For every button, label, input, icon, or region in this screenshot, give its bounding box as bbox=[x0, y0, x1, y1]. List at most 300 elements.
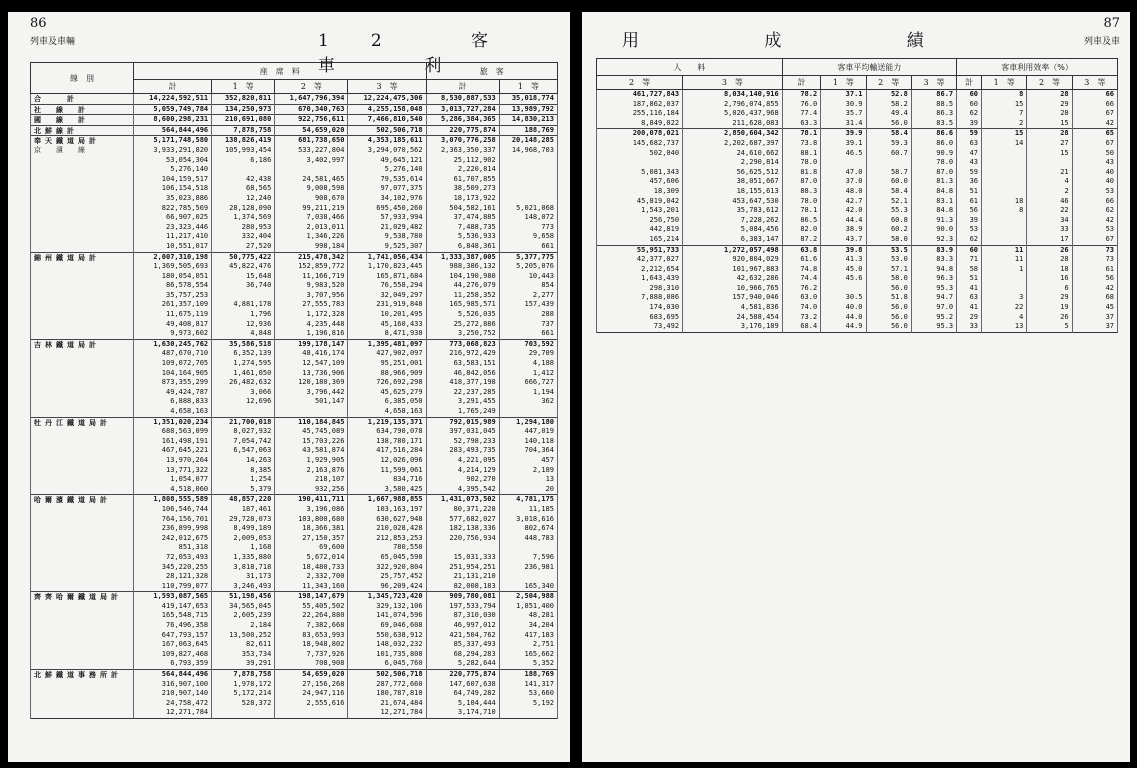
table-cell: 71 bbox=[957, 255, 982, 265]
table-cell: 1,335,880 bbox=[212, 553, 275, 563]
table-cell: 138,780,171 bbox=[348, 437, 426, 447]
table-cell bbox=[982, 225, 1027, 235]
table-cell: 332,404 bbox=[212, 232, 275, 242]
table-row bbox=[31, 611, 558, 621]
table-cell: 66 bbox=[1072, 197, 1117, 207]
table-cell: 1,346,226 bbox=[275, 232, 348, 242]
table-cell: 8,849,022 bbox=[597, 119, 683, 129]
row-label: 齊齊哈爾鐵道局計 bbox=[31, 592, 134, 602]
table-cell: 31,173 bbox=[212, 572, 275, 582]
table-cell: 50,775,422 bbox=[212, 252, 275, 262]
table-cell: 5,205,076 bbox=[499, 262, 557, 272]
table-cell: 41 bbox=[957, 303, 982, 313]
table-cell: 27 bbox=[1027, 139, 1072, 149]
table-cell: 11,258,352 bbox=[426, 291, 499, 301]
table-cell: 24,581,465 bbox=[275, 175, 348, 185]
table-cell: 86,578,554 bbox=[134, 281, 212, 291]
table-cell: 7,737,926 bbox=[275, 650, 348, 660]
table-cell: 29 bbox=[1027, 100, 1072, 110]
table-cell: 8,385 bbox=[212, 466, 275, 476]
row-label bbox=[31, 582, 134, 592]
table-cell: 56 bbox=[957, 206, 982, 216]
table-cell: 29 bbox=[957, 313, 982, 323]
table-row bbox=[31, 252, 558, 262]
col-line: 線 別 bbox=[31, 63, 134, 94]
table-cell: 54,659,020 bbox=[275, 670, 348, 680]
table-cell: 922,756,611 bbox=[275, 115, 348, 126]
table-row bbox=[31, 320, 558, 330]
table-cell: 11,166,719 bbox=[275, 272, 348, 282]
table-cell: 157,439 bbox=[499, 300, 557, 310]
row-label bbox=[31, 427, 134, 437]
table-cell: 68.4 bbox=[782, 322, 820, 332]
col-class3: 3 等 bbox=[348, 80, 426, 94]
table-cell: 42,377,027 bbox=[597, 255, 683, 265]
table-cell: 3,070,776,258 bbox=[426, 136, 499, 146]
table-cell: 188,769 bbox=[499, 670, 557, 680]
table-row bbox=[597, 187, 1118, 197]
table-cell: 43,581,874 bbox=[275, 446, 348, 456]
table-cell: 3,250,752 bbox=[426, 329, 499, 339]
row-label bbox=[31, 204, 134, 214]
table-cell: 200,078,021 bbox=[597, 129, 683, 139]
table-cell: 13,736,906 bbox=[275, 369, 348, 379]
table-cell: 5,192 bbox=[499, 699, 557, 709]
table-cell: 51 bbox=[957, 187, 982, 197]
page-number-right: 87 bbox=[1103, 16, 1120, 31]
table-cell: 88,966,909 bbox=[348, 369, 426, 379]
table-cell: 12,224,475,306 bbox=[348, 94, 426, 105]
table-cell: 44.0 bbox=[821, 313, 866, 323]
table-cell: 101,735,808 bbox=[348, 650, 426, 660]
table-cell: 165,548,715 bbox=[134, 611, 212, 621]
table-cell: 352,820,811 bbox=[212, 94, 275, 105]
table-cell: 1,630,245,762 bbox=[134, 339, 212, 349]
table-cell: 90.0 bbox=[911, 225, 956, 235]
table-row bbox=[31, 213, 558, 223]
table-cell: 11,185 bbox=[499, 505, 557, 515]
table-cell: 79,535,614 bbox=[348, 175, 426, 185]
table-cell: 764,156,701 bbox=[134, 515, 212, 525]
table-cell: 256,750 bbox=[597, 216, 683, 226]
table-row bbox=[31, 515, 558, 525]
table-cell: 63.3 bbox=[782, 119, 820, 129]
table-cell: 80,371,228 bbox=[426, 505, 499, 515]
row-label bbox=[31, 611, 134, 621]
table-cell: 8,499,189 bbox=[212, 524, 275, 534]
table-row bbox=[31, 115, 558, 126]
table-cell: 2,007,310,198 bbox=[134, 252, 212, 262]
table-cell: 25,757,452 bbox=[348, 572, 426, 582]
table-cell: 873,355,299 bbox=[134, 378, 212, 388]
col-r-class3: 3 等 bbox=[683, 76, 783, 90]
table-cell: 1,172,328 bbox=[275, 310, 348, 320]
row-label bbox=[31, 213, 134, 223]
table-cell: 666,727 bbox=[499, 378, 557, 388]
table-cell: 1,667,988,855 bbox=[348, 495, 426, 505]
table-cell: 110,799,077 bbox=[134, 582, 212, 592]
table-row bbox=[31, 407, 558, 417]
table-cell: 6,045,760 bbox=[348, 659, 426, 669]
table-cell: 1,345,723,420 bbox=[348, 592, 426, 602]
table-cell: 57,933,994 bbox=[348, 213, 426, 223]
table-cell: 73 bbox=[1072, 245, 1117, 255]
table-cell: 72,053,493 bbox=[134, 553, 212, 563]
table-cell: 40 bbox=[1072, 177, 1117, 187]
table-cell: 501,147 bbox=[275, 397, 348, 407]
table-cell: 1,647,796,394 bbox=[275, 94, 348, 105]
col-u-total: 計 bbox=[957, 76, 982, 90]
table-cell: 12,026,096 bbox=[348, 456, 426, 466]
table-cell: 64,749,282 bbox=[426, 689, 499, 699]
table-row bbox=[31, 329, 558, 339]
table-cell: 8 bbox=[982, 90, 1027, 100]
table-cell: 467,645,221 bbox=[134, 446, 212, 456]
table-cell: 53 bbox=[1072, 187, 1117, 197]
table-cell: 44.4 bbox=[821, 216, 866, 226]
table-cell: 53,054,304 bbox=[134, 156, 212, 166]
table-row bbox=[31, 495, 558, 505]
table-cell: 773 bbox=[499, 223, 557, 233]
table-cell: 40.0 bbox=[821, 303, 866, 313]
table-cell: 147,607,638 bbox=[426, 680, 499, 690]
table-cell: 298,310 bbox=[597, 284, 683, 294]
table-cell: 53.0 bbox=[866, 255, 911, 265]
table-cell: 82.0 bbox=[782, 225, 820, 235]
col-seat-km: 座 席 料 bbox=[134, 63, 427, 80]
table-cell: 24,758,472 bbox=[134, 699, 212, 709]
table-cell: 73.2 bbox=[782, 313, 820, 323]
table-cell: 56.0 bbox=[866, 322, 911, 332]
table-cell: 39,291 bbox=[212, 659, 275, 669]
table-row bbox=[31, 659, 558, 669]
table-cell: 56.0 bbox=[866, 284, 911, 294]
left-page bbox=[8, 12, 570, 762]
table-cell: 68,294,283 bbox=[426, 650, 499, 660]
table-cell: 2,751 bbox=[499, 640, 557, 650]
table-cell: 212,853,253 bbox=[348, 534, 426, 544]
table-cell: 34,204 bbox=[499, 621, 557, 631]
table-cell: 4,235,448 bbox=[275, 320, 348, 330]
row-label bbox=[31, 708, 134, 718]
table-cell: 1,274,595 bbox=[212, 359, 275, 369]
table-cell: 22 bbox=[982, 303, 1027, 313]
table-cell: 427,902,097 bbox=[348, 349, 426, 359]
table-cell: 2,555,616 bbox=[275, 699, 348, 709]
table-cell: 33 bbox=[1027, 225, 1072, 235]
row-label bbox=[31, 300, 134, 310]
table-cell: 457 bbox=[499, 456, 557, 466]
table-cell: 502,506,718 bbox=[348, 670, 426, 680]
table-cell: 211,628,083 bbox=[683, 119, 783, 129]
table-cell: 670,340,763 bbox=[275, 104, 348, 115]
table-cell: 3,291,455 bbox=[426, 397, 499, 407]
table-cell: 418,377,198 bbox=[426, 378, 499, 388]
table-cell: 27,520 bbox=[212, 242, 275, 252]
table-cell: 8,027,932 bbox=[212, 427, 275, 437]
col-u-class3: 3 等 bbox=[1072, 76, 1117, 90]
table-cell: 48,281 bbox=[499, 611, 557, 621]
table-cell: 1,929,905 bbox=[275, 456, 348, 466]
table-cell: 86.5 bbox=[782, 216, 820, 226]
table-cell: 26 bbox=[1027, 313, 1072, 323]
table-row bbox=[31, 369, 558, 379]
table-cell: 37.1 bbox=[821, 90, 866, 100]
table-cell: 148,072 bbox=[499, 213, 557, 223]
table-cell: 461,727,843 bbox=[597, 90, 683, 100]
table-cell: 39.9 bbox=[821, 129, 866, 139]
table-cell: 55,951,733 bbox=[597, 245, 683, 255]
table-row bbox=[597, 274, 1118, 284]
table-cell: 681,738,650 bbox=[275, 136, 348, 146]
table-cell: 215,478,342 bbox=[275, 252, 348, 262]
table-cell: 109,827,468 bbox=[134, 650, 212, 660]
table-cell: 58 bbox=[957, 265, 982, 275]
table-row bbox=[31, 524, 558, 534]
table-cell: 97.0 bbox=[911, 303, 956, 313]
row-label: 北鮮線計 bbox=[31, 125, 134, 136]
table-cell: 2,332,700 bbox=[275, 572, 348, 582]
table-cell: 4,395,542 bbox=[426, 485, 499, 495]
table-row bbox=[31, 397, 558, 407]
row-label bbox=[31, 650, 134, 660]
table-cell: 988,386,132 bbox=[426, 262, 499, 272]
row-label bbox=[31, 631, 134, 641]
table-cell: 8,530,887,533 bbox=[426, 94, 499, 105]
table-cell: 3,013,727,284 bbox=[426, 104, 499, 115]
col-u-class1: 1 等 bbox=[982, 76, 1027, 90]
table-cell: 12,696 bbox=[212, 397, 275, 407]
table-row bbox=[31, 640, 558, 650]
table-cell: 198,147,679 bbox=[275, 592, 348, 602]
table-cell: 38.9 bbox=[821, 225, 866, 235]
table-cell: 104,159,517 bbox=[134, 175, 212, 185]
table-cell: 39.8 bbox=[821, 245, 866, 255]
table-cell bbox=[499, 184, 557, 194]
table-cell bbox=[212, 165, 275, 175]
table-cell: 22,264,880 bbox=[275, 611, 348, 621]
table-cell: 1,796 bbox=[212, 310, 275, 320]
table-cell: 87.0 bbox=[782, 177, 820, 187]
table-cell: 55.3 bbox=[866, 206, 911, 216]
table-cell: 95,251,001 bbox=[348, 359, 426, 369]
table-cell: 13,970,264 bbox=[134, 456, 212, 466]
row-label: 哈爾濱鐵道局計 bbox=[31, 495, 134, 505]
table-cell: 4,581,836 bbox=[683, 303, 783, 313]
table-cell: 220,775,874 bbox=[426, 125, 499, 136]
table-cell: 60.0 bbox=[866, 177, 911, 187]
table-cell bbox=[821, 158, 866, 168]
table-cell: 56,625,512 bbox=[683, 168, 783, 178]
table-cell: 199,178,147 bbox=[275, 339, 348, 349]
table-cell: 74.8 bbox=[782, 265, 820, 275]
table-cell: 417,516,284 bbox=[348, 446, 426, 456]
table-cell bbox=[982, 216, 1027, 226]
table-cell: 54,659,020 bbox=[275, 125, 348, 136]
table-cell: 14,830,213 bbox=[499, 115, 557, 126]
table-row bbox=[597, 303, 1118, 313]
table-cell: 1,170,823,445 bbox=[348, 262, 426, 272]
table-cell: 134,250,973 bbox=[212, 104, 275, 115]
table-cell: 21,700,018 bbox=[212, 417, 275, 427]
row-label: 合 計 bbox=[31, 94, 134, 105]
table-cell: 74.0 bbox=[782, 303, 820, 313]
table-cell: 7,466,810,540 bbox=[348, 115, 426, 126]
table-cell: 6,848,361 bbox=[426, 242, 499, 252]
table-cell bbox=[982, 187, 1027, 197]
table-cell: 78.0 bbox=[782, 158, 820, 168]
table-cell: 11,217,410 bbox=[134, 232, 212, 242]
table-row bbox=[31, 204, 558, 214]
table-cell: 157,940,046 bbox=[683, 293, 783, 303]
table-row bbox=[31, 388, 558, 398]
table-cell: 76.0 bbox=[782, 100, 820, 110]
table-cell: 15 bbox=[1027, 149, 1072, 159]
table-row bbox=[31, 505, 558, 515]
table-cell: 148,032,232 bbox=[348, 640, 426, 650]
table-cell: 15,648 bbox=[212, 272, 275, 282]
table-cell: 3,580,425 bbox=[348, 485, 426, 495]
table-cell: 2 bbox=[982, 119, 1027, 129]
table-row bbox=[31, 310, 558, 320]
table-cell: 73 bbox=[1072, 255, 1117, 265]
table-cell: 84.8 bbox=[911, 187, 956, 197]
table-cell: 1 bbox=[982, 265, 1027, 275]
row-label bbox=[31, 621, 134, 631]
table-cell: 78.1 bbox=[782, 206, 820, 216]
table-cell: 4,658,163 bbox=[348, 407, 426, 417]
table-cell: 14,263 bbox=[212, 456, 275, 466]
table-cell: 1,808,555,589 bbox=[134, 495, 212, 505]
table-cell: 9,525,307 bbox=[348, 242, 426, 252]
table-cell: 11 bbox=[982, 255, 1027, 265]
table-cell: 316,907,100 bbox=[134, 680, 212, 690]
table-cell: 52.1 bbox=[866, 197, 911, 207]
table-cell bbox=[499, 165, 557, 175]
table-cell: 8,471,938 bbox=[348, 329, 426, 339]
table-row bbox=[31, 136, 558, 146]
table-cell: 190,411,711 bbox=[275, 495, 348, 505]
table-cell: 18,948,802 bbox=[275, 640, 348, 650]
table-cell: 12,271,784 bbox=[348, 708, 426, 718]
row-label bbox=[31, 475, 134, 485]
table-cell: 81.3 bbox=[911, 177, 956, 187]
table-cell: 448,783 bbox=[499, 534, 557, 544]
table-cell: 76,558,294 bbox=[348, 281, 426, 291]
table-cell: 18,173,922 bbox=[426, 194, 499, 204]
table-cell: 39 bbox=[957, 119, 982, 129]
table-cell: 49,424,787 bbox=[134, 388, 212, 398]
table-cell: 82,611 bbox=[212, 640, 275, 650]
table-row bbox=[597, 255, 1118, 265]
table-cell: 29,709 bbox=[499, 349, 557, 359]
table-cell: 288 bbox=[499, 310, 557, 320]
table-cell: 1,978,172 bbox=[212, 680, 275, 690]
table-cell: 14,968,703 bbox=[499, 146, 557, 156]
table-cell: 45,625,279 bbox=[348, 388, 426, 398]
col-p-class1: 1 等 bbox=[499, 80, 557, 94]
table-cell: 2,202,687,397 bbox=[683, 139, 783, 149]
table-cell: 77.4 bbox=[782, 109, 820, 119]
table-cell: 59.3 bbox=[866, 139, 911, 149]
table-cell: 46,997,012 bbox=[426, 621, 499, 631]
table-row bbox=[31, 427, 558, 437]
col-class1: 1 等 bbox=[212, 80, 275, 94]
table-cell: 2,850,604,342 bbox=[683, 129, 783, 139]
table-cell: 45,819,042 bbox=[597, 197, 683, 207]
table-cell: 141,074,596 bbox=[348, 611, 426, 621]
table-row bbox=[31, 572, 558, 582]
table-cell: 5,352 bbox=[499, 659, 557, 669]
table-cell: 255,116,184 bbox=[597, 109, 683, 119]
table-row bbox=[31, 534, 558, 544]
table-cell: 56.0 bbox=[866, 303, 911, 313]
table-cell: 40 bbox=[1072, 168, 1117, 178]
table-cell: 3,818,718 bbox=[212, 563, 275, 573]
table-cell: 61 bbox=[957, 197, 982, 207]
table-cell: 16 bbox=[1027, 274, 1072, 284]
row-label bbox=[31, 553, 134, 563]
table-row bbox=[31, 272, 558, 282]
table-row bbox=[31, 184, 558, 194]
table-cell: 2,605,239 bbox=[212, 611, 275, 621]
table-cell: 6,793,359 bbox=[134, 659, 212, 669]
table-row bbox=[597, 216, 1118, 226]
row-label bbox=[31, 689, 134, 699]
table-cell: 56 bbox=[1072, 274, 1117, 284]
table-cell bbox=[499, 572, 557, 582]
table-cell: 457,606 bbox=[597, 177, 683, 187]
table-cell: 1,461,050 bbox=[212, 369, 275, 379]
table-cell: 35,023,886 bbox=[134, 194, 212, 204]
table-cell: 26,482,632 bbox=[212, 378, 275, 388]
row-label: 京 濱 線 bbox=[31, 146, 134, 156]
table-cell: 4,781,175 bbox=[499, 495, 557, 505]
table-row bbox=[31, 232, 558, 242]
table-cell: 345,220,255 bbox=[134, 563, 212, 573]
table-cell: 4,658,163 bbox=[134, 407, 212, 417]
table-cell: 52.8 bbox=[866, 90, 911, 100]
table-cell: 86.7 bbox=[911, 90, 956, 100]
row-label bbox=[31, 262, 134, 272]
table-cell: 66,907,025 bbox=[134, 213, 212, 223]
table-cell: 43 bbox=[1072, 158, 1117, 168]
table-row bbox=[31, 699, 558, 709]
table-cell: 13 bbox=[499, 475, 557, 485]
table-cell: 57.1 bbox=[866, 265, 911, 275]
table-row bbox=[597, 139, 1118, 149]
table-cell bbox=[499, 543, 557, 553]
table-cell: 3,796,442 bbox=[275, 388, 348, 398]
table-cell: 780,550 bbox=[348, 543, 426, 553]
table-row bbox=[31, 104, 558, 115]
table-row bbox=[597, 119, 1118, 129]
row-label bbox=[31, 534, 134, 544]
table-cell: 73.8 bbox=[782, 139, 820, 149]
table-cell: 47.0 bbox=[821, 168, 866, 178]
table-cell: 4,221,095 bbox=[426, 456, 499, 466]
table-cell: 5,081,343 bbox=[597, 168, 683, 178]
table-cell: 9,983,520 bbox=[275, 281, 348, 291]
table-row bbox=[31, 592, 558, 602]
row-label bbox=[31, 388, 134, 398]
table-cell: 210,028,428 bbox=[348, 524, 426, 534]
table-cell: 6,383,147 bbox=[683, 235, 783, 245]
table-cell bbox=[212, 407, 275, 417]
table-cell: 661 bbox=[499, 242, 557, 252]
table-cell: 3,018,616 bbox=[499, 515, 557, 525]
row-label bbox=[31, 563, 134, 573]
